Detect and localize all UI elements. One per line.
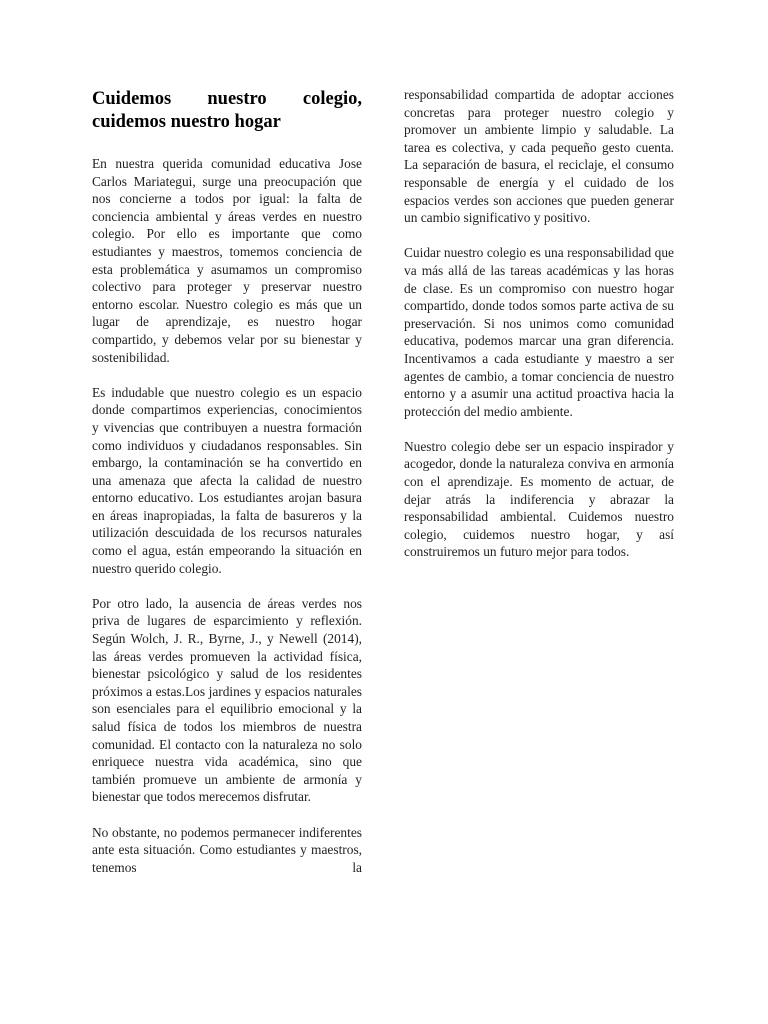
paragraph: En nuestra querida comunidad educativa Jose Carlos Mariategui, surge una preocupación que nos concierne a todos por igual: la falta de conciencia ambiental y áreas verdes en nuestro colegio. Por ello es importante que como estudiantes y maestros, tomemos conciencia de esta problemática y asumamos un compromiso colectivo para proteger y preservar nuestro entorno escolar. Nuestro colegio es más que un lugar de aprendizaje, es nuestro hogar compartido, y debemos velar por su bienestar y sostenibilidad.: [92, 156, 362, 365]
left-column: [92, 86, 362, 894]
paragraph: Por otro lado, la ausencia de áreas verdes nos priva de lugares de esparcimiento y reflexión. Según Wolch, J. R., Byrne, J., y Newell (2014), las áreas verdes promueven la actividad física, bienestar psicológico y salud de los residentes próximos a estas.Los jardines y espacios naturales son esenciales para el equilibrio emocional y la salud física de todos los miembros de nuestra comunidad. El contacto con la naturaleza no solo enriquece nuestra vida académica, sino que también promueve un ambiente de armonía y bienestar que todos merecemos disfrutar.: [92, 595, 362, 805]
paragraph: No obstante, no podemos permanecer indiferentes ante esta situación. Como estudiantes y maestros, tenemos la: [92, 824, 362, 875]
paragraph: responsabilidad compartida de adoptar acciones concretas para proteger nuestro colegio y promover un ambiente limpio y saludable. La tarea es colectiva, y cada pequeño gesto cuenta. La separación de basura, el reciclaje, el consumo responsable de energía y el cuidado de los espacios verdes son acciones que pueden generar un cambio significativo y positivo.: [404, 87, 674, 226]
paragraph: Cuidar nuestro colegio es una responsabilidad que va más allá de las tareas académicas y las horas de clase. Es un compromiso con nuestro hogar compartido, donde todos somos parte activa de su preservación. Si nos unimos como comunidad educativa, podemos marcar una gran diferencia. Incentivamos a cada estudiante y maestro a ser agentes de cambio, a tomar conciencia de nuestro entorno y a asumir una actitud proactiva hacia la protección del medio ambiente.: [404, 245, 674, 419]
document-title: Cuidemos nuestro colegio, cuidemos nuestro hogar: [92, 89, 362, 132]
paragraph: Es indudable que nuestro colegio es un espacio donde compartimos experiencias, conocimientos y vivencias que contribuyen a nuestra formación como individuos y ciudadanos responsables. Sin embargo, la contaminación se ha convertido en una amenaza que afecta la calidad de nuestro entorno educativo. Los estudiantes arojan basura en áreas inapropiadas, la falta de basureros y la utilización descuidada de los recursos naturales como el agua, están empeorando la situación en nuestro querido colegio.: [92, 384, 362, 576]
right-column: [404, 86, 674, 579]
paragraph: Nuestro colegio debe ser un espacio inspirador y acogedor, donde la naturaleza conviva en armonía con el aprendizaje. Es momento de actuar, de dejar atrás la indiferencia y abrazar la responsabilidad ambiental. Cuidemos nuestro colegio, cuidemos nuestro hogar, y así construiremos un futuro mejor para todos.: [404, 438, 674, 560]
